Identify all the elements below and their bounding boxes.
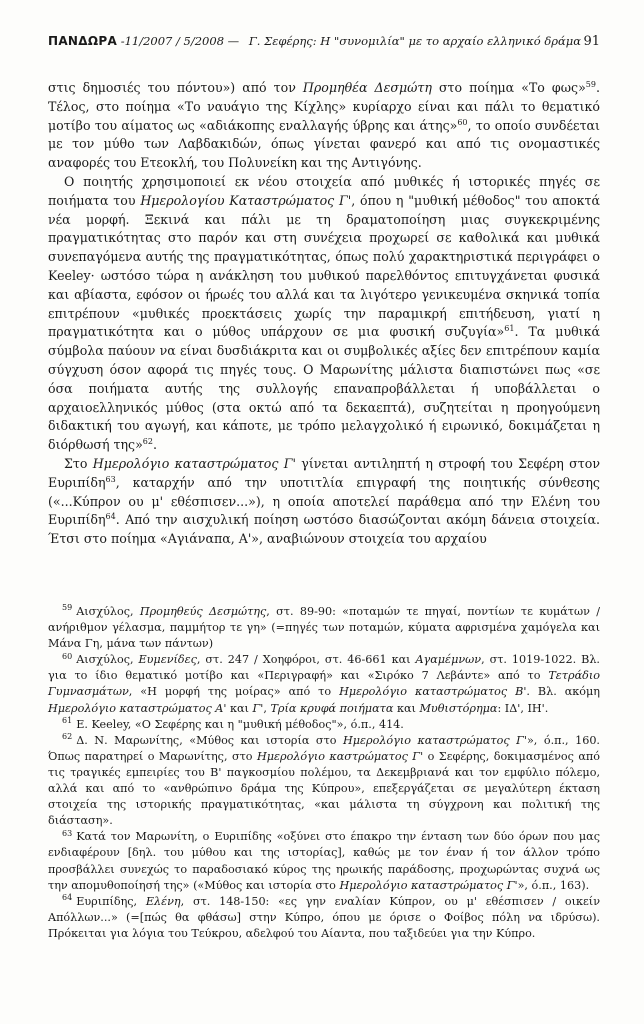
text-run: , στ. 148-150: «ες γην εναλίαν Κύπρον, ου μ' εθέσπισεν / οικείν Απόλλων...» (=[πώς θα φθάσω] στην Κύπρο, όπου με όρισε ο Φοίβος πόλη να ιδρύσω). Πρόκειται για λόγια του Τεύκρου, αδελφού του Αίαντα, που ταξιδεύει για την Κύπρο.	[48, 894, 600, 940]
text-run: . Από την αισχυλική ποίηση ωστόσο διασώζονται ακόμη δάνεια στοιχεία. Έτσι στο ποίημα «Αγιάναπα, Α'», αναβιώνουν στοιχεία του αρχαίου	[48, 512, 600, 547]
emphasis-text: Γ'	[252, 701, 264, 715]
header-left	[48, 34, 581, 48]
footnote-ref: 64	[105, 512, 116, 522]
text-run: », ό.π., 163).	[517, 878, 590, 892]
running-header	[48, 34, 600, 49]
footnote-number: 61	[62, 715, 73, 725]
text-run: ο Σεφέρης, δοκιμασμένος από τις τραγικές εμπειρίες του Β' παγκοσμίου πολέμου, τα Δεκεμβριανά και τον εμφύλιο πόλεμο, αλλά και από το «ανθρώπινο δράμα της Κύπρου», επεξεργάζεται σε μεγαλύτερη έκταση στοιχεία της ιστορικής πραγματικότητας, «και μάλιστα τη σύγχρονη και πολιτική της διάσταση».	[48, 749, 600, 828]
text-run: , όπου η "μυθική μέθοδος" του αποκτά νέα μορφή. Ξεκινά και πάλι με τη δραματοποίηση μιας συγκεκριμένης πραγματικότητας στο παρόν και στη συνέχεια προχωρεί σε καθολικά και μυθικά συνεπαγόμενα αυτής της πραγματικότητας, όπως πολύ χαρακτηριστικά περιγράφει ο Keeley· ωστόσο τώρα η ανάκληση του μυθικού παρελθόντος επιτυγχάνεται φυσικά και αβίαστα, εφόσον οι ήρωές του αλλά και τα λιγότερο γενικευμένα σκηνικά τοπία επιτρέπουν «μυθικές προεκτάσεις χωρίς την παραμικρή επιτήδευση, γιατί η πραγματικότητα και ο μύθος υπάρχουν σε μια φυσική συζυγία»	[48, 192, 600, 340]
text-run: : ΙΔ', ΙΗ'.	[497, 701, 549, 715]
text-run: και	[393, 701, 420, 715]
text-run: . Τέλος, στο ποίημα «Το ναυάγιο της Κίχλης» κυρίαρχο είναι και πάλι το θεματικό μοτίβο του αίματος ως «αδιάκοπης εναλλαγής ύβρης και άτης»	[48, 80, 600, 133]
paragraph	[48, 173, 600, 455]
footnote-ref: 63	[105, 474, 116, 484]
footnote	[48, 733, 600, 830]
text-run: , καταρχήν από την υποτιτλία επιγραφή της ποιητικής σύνθεσης («...Κύπρον ου μ' εθέσπισεν...»), η οποία αποτελεί παράθεμα από την Ελένη του Ευριπίδη	[48, 474, 600, 528]
text-run: E. Keeley, «Ο Σεφέρης και η "μυθική μέθοδος"», ό.π., 414.	[76, 717, 404, 731]
issue-dates: -11/2007 / 5/2008	[120, 34, 225, 48]
emphasis-text: Μυθιστόρημα	[419, 701, 498, 715]
text-run: Κατά τον Μαρωνίτη, ο Ευριπίδης «οξύνει στο έπακρο την ένταση των δύο όρων που μας ενδιαφέρουν [δηλ. του μύθου και της ιστορίας], καθώς με τον έναν ή τον άλλον τρόπο προσβάλλει συνεχώς το παραδοσιακό κύρος της ηρωικής παράδοσης, προχωρώντας συχνά ως την απομυθοποίησή της» («Μύθος και ιστορία στο	[48, 830, 600, 892]
emphasis-text: Τρία κρυφά ποιήματα	[270, 701, 394, 715]
text-run: Δ. Ν. Μαρωνίτης, «Μύθος και ιστορία στο	[76, 733, 343, 747]
emphasis-text: Ημερολόγιο καστρώματος Γ'	[256, 749, 424, 763]
text-run: Αισχύλος,	[76, 653, 139, 667]
text-run: Ευριπίδης,	[76, 894, 146, 908]
text-run: , το οποίο συνδέεται με τον μύθο των Λαβδακιδών, όπως γίνεται φανερό και από τις ονομαστικές αναφορές του Ετεοκλή, του Πολυνείκη και της Αντιγόνης.	[48, 117, 600, 171]
emphasis-text: Ημερολόγιο καταστρώματος Γ'	[342, 733, 527, 747]
footnote-ref: 59	[585, 79, 596, 89]
page-number: 91	[583, 34, 600, 49]
footnote-number: 60	[62, 651, 73, 661]
emphasis-text: Ημερολόγιο καταστρώματος Β'	[339, 685, 527, 699]
emphasis-text: Ημερολόγιο καταστρώματος Γ'	[339, 878, 518, 892]
paragraph	[48, 79, 600, 173]
text-run: γίνεται αντιληπτή η στροφή του Σεφέρη στον Ευριπίδη	[48, 455, 600, 490]
text-run: , στ. 247 / Χοηφόροι, στ. 46-661 και	[196, 653, 416, 667]
text-run: Ο ποιητής χρησιμοποιεί εκ νέου στοιχεία από μυθικές ή ιστορικές πηγές σε ποιήματα του	[48, 173, 600, 208]
footnote-number: 63	[62, 828, 73, 838]
text-run: . Βλ. ακόμη	[526, 685, 601, 699]
text-run: .	[152, 437, 157, 453]
emphasis-text: Ημερολόγιο καταστρώματος Α'	[48, 701, 227, 715]
emphasis-text: Ημερολογίου Καταστρώματος Γ'	[140, 192, 352, 208]
paragraph	[48, 455, 600, 549]
footnote	[48, 894, 600, 942]
text-run: », ό.π., 160. Όπως παρατηρεί ο Μαρωνίτης, στο	[48, 733, 600, 763]
text-run: Αισχύλος,	[76, 605, 140, 618]
footnote-ref: 61	[504, 324, 515, 334]
footnote	[48, 652, 600, 716]
text-run: , στ. 89-90: «ποταμών τε πηγαί, ποντίων τε κυμάτων / ανήριθμον γέλασμα, παμμήτορ τε γη» (=πηγές των ποταμών, κύματα αφρισμένα χαμόγελα και Μάνα Γη, μάνα των πάντων)	[48, 605, 601, 651]
text-run: και	[226, 701, 253, 715]
footnote-ref: 62	[142, 436, 153, 446]
footnote	[48, 829, 600, 893]
emphasis-text: Ελένη	[145, 894, 181, 908]
footnote-number: 64	[62, 892, 73, 902]
footnote	[48, 717, 600, 733]
text-run: ,	[263, 701, 271, 715]
footnote-number: 62	[62, 732, 73, 742]
footnotes	[48, 604, 600, 942]
text-run: στις δημοσιές του πόντου») από τον	[48, 80, 303, 95]
text-run: , στ. 1019-1022. Βλ. για το ίδιο θεματικό μοτίβο και «Περιγραφή» και «Σιρόκο 7 Λεβάντε» από το	[48, 653, 600, 683]
text-run: . Τα μυθικά σύμβολα παύουν να είναι δυσδιάκριτα και οι συμβολικές αξίες δεν επιτρέπουν καμία σύγχυση όσον αφορά τις πηγές τους. Ο Μαρωνίτης μάλιστα διαπιστώνει πως «σε όσα ποιήματα αυτής της συλλογής επαναπροβάλλεται ή υποβάλλεται ο αρχαιοελληνικός μύθος (στα οκτώ από τα δεκαεπτά), συζητείται η προηγούμενη διδακτική του αγωγή, και κάποτε, με τρόπο μελαγχολικό ή ειρωνικό, δοκιμάζεται η διόρθωσή της»	[48, 324, 601, 453]
emphasis-text: Προμηθεύς Δεσμώτης	[139, 605, 267, 618]
header-dash: —	[227, 34, 240, 48]
main-text	[48, 79, 600, 549]
emphasis-text: Τετράδιο Γυμνασμάτων	[48, 669, 600, 699]
emphasis-text: Αγαμέμνων	[415, 653, 482, 667]
footnote	[48, 604, 600, 652]
text-run: στο ποίημα «Το φως»	[431, 80, 586, 95]
emphasis-text: Ημερολόγιο καταστρώματος Γ'	[92, 455, 296, 471]
emphasis-text: Προμηθέα Δεσμώτη	[302, 80, 432, 95]
footnote-ref: 60	[457, 117, 468, 127]
footnote-number: 59	[62, 603, 73, 613]
text-run: , «Η μορφή της μοίρας» από το	[128, 685, 340, 699]
emphasis-text: Ευμενίδες	[138, 653, 197, 667]
running-title: Γ. Σεφέρης: Η "συνομιλία" με το αρχαίο ελληνικό δράμα	[248, 34, 582, 48]
journal-name: ΠΑΝΔΩΡΑ	[48, 34, 118, 48]
text-run: Στο	[64, 455, 93, 471]
